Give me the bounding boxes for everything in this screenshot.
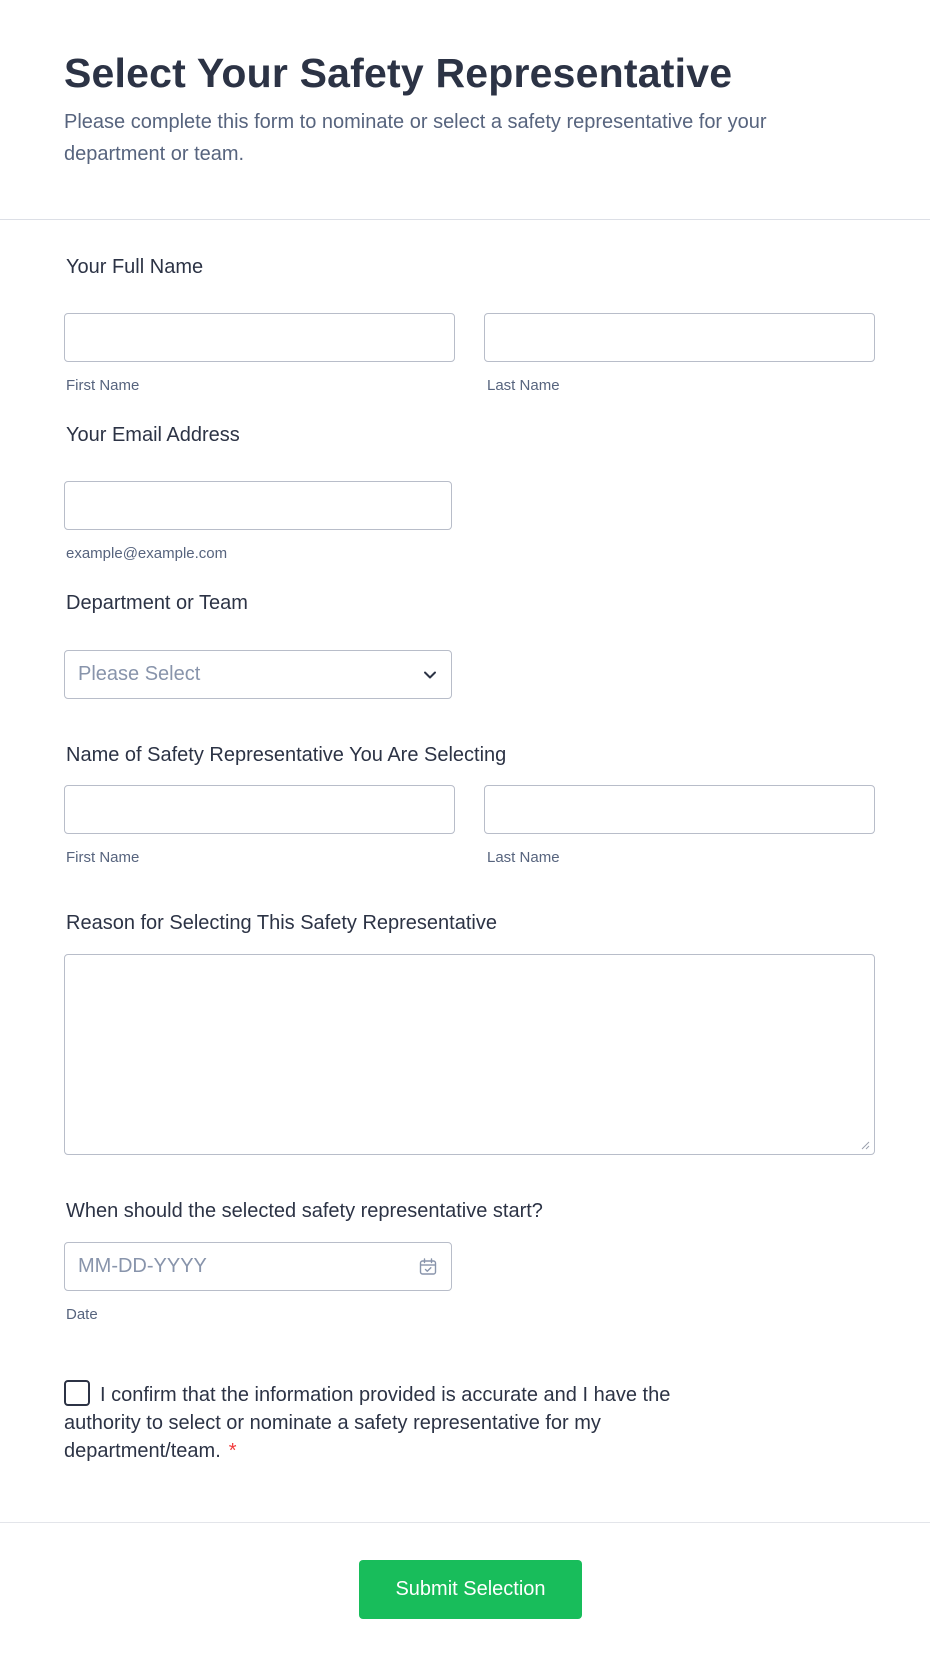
department-select[interactable]	[64, 650, 452, 699]
start-date-input[interactable]	[64, 1242, 452, 1291]
first-name-input[interactable]	[64, 313, 455, 362]
calendar-icon[interactable]	[418, 1257, 438, 1277]
first-name-sublabel: First Name	[66, 377, 140, 394]
form-header	[0, 0, 930, 220]
submit-button[interactable]: Submit Selection	[359, 1560, 582, 1619]
footer-divider	[0, 1522, 930, 1523]
page-title: Select Your Safety Representative	[64, 50, 733, 96]
start-date-label: When should the selected safety representative start?	[66, 1200, 543, 1222]
last-name-sublabel: Last Name	[487, 377, 560, 394]
chevron-down-icon	[421, 666, 439, 684]
rep-last-name-input[interactable]	[484, 785, 875, 834]
last-name-input[interactable]	[484, 313, 875, 362]
department-select-value: Please Select	[78, 663, 201, 685]
required-star: *	[228, 1440, 237, 1462]
rep-name-label: Name of Safety Representative You Are Selecting	[66, 744, 507, 766]
reason-label: Reason for Selecting This Safety Representative	[66, 912, 497, 934]
resize-grip-icon[interactable]	[860, 1140, 870, 1150]
email-label: Your Email Address	[66, 424, 240, 446]
consent-text: I confirm that the information provided is accurate and I have the authority to select or nominate a safety representative for my department/team.	[64, 1384, 671, 1462]
rep-last-name-sublabel: Last Name	[487, 849, 560, 866]
rep-first-name-sublabel: First Name	[66, 849, 140, 866]
consent-row	[64, 1380, 744, 1465]
consent-checkbox[interactable]	[64, 1380, 90, 1406]
page-subtitle: Please complete this form to nominate or select a safety representative for your department or team.	[64, 111, 767, 165]
department-label: Department or Team	[66, 592, 248, 614]
email-input[interactable]	[64, 481, 452, 530]
date-placeholder: MM-DD-YYYY	[78, 1255, 207, 1277]
rep-first-name-input[interactable]	[64, 785, 455, 834]
reason-textarea[interactable]	[64, 954, 875, 1155]
email-sublabel: example@example.com	[66, 545, 228, 562]
date-sublabel: Date	[66, 1306, 98, 1323]
full-name-label: Your Full Name	[66, 256, 204, 278]
